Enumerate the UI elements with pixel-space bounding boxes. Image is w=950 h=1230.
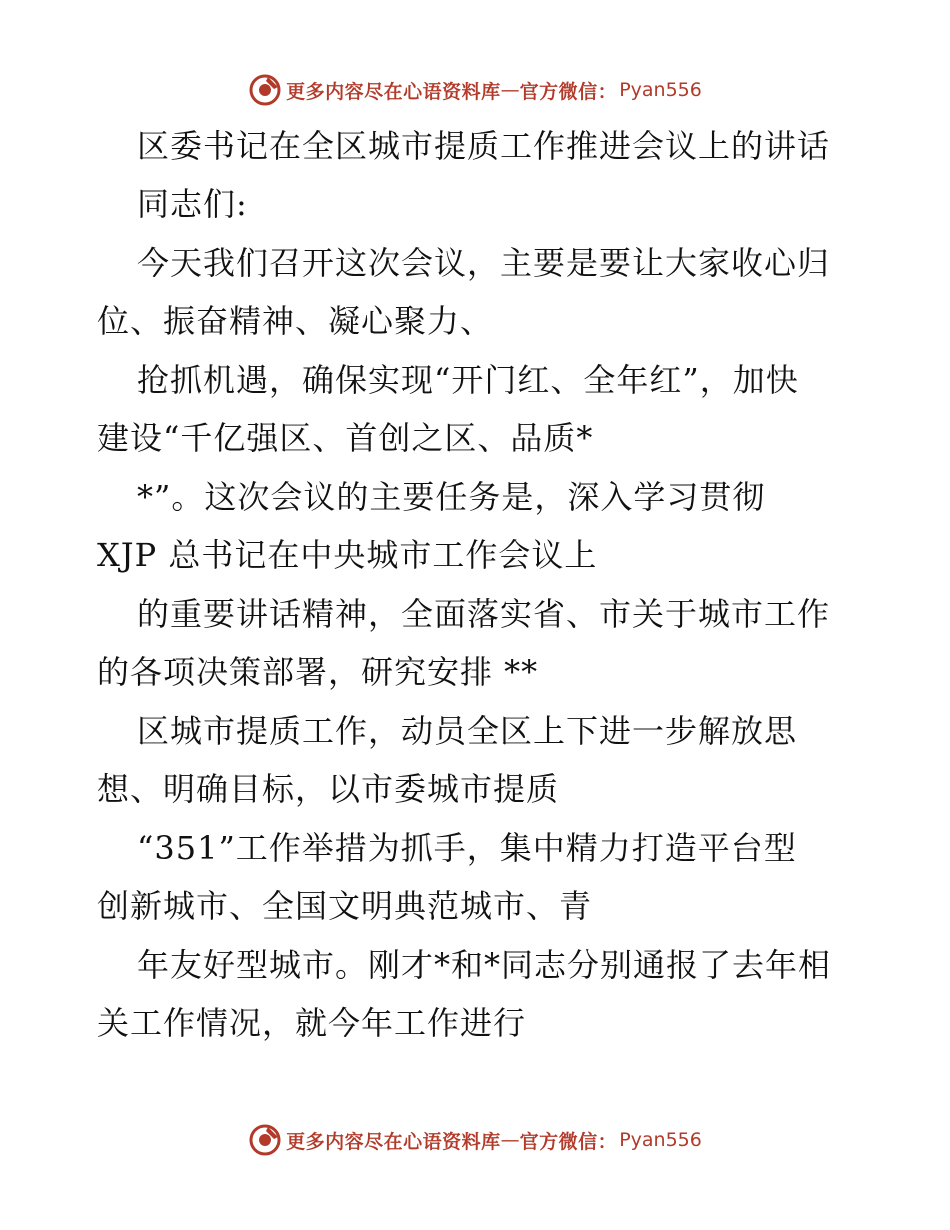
header-banner xyxy=(0,70,950,110)
document-line: 今天我们召开这次会议，主要是要让大家收心归 xyxy=(137,244,831,282)
document-line: XJP 总书记在中央城市工作会议上 xyxy=(97,536,598,574)
document-line: 的重要讲话精神，全面落实省、市关于城市工作 xyxy=(137,595,831,633)
document-line: 区城市提质工作，动员全区上下进一步解放思 xyxy=(137,712,798,750)
logo-icon xyxy=(248,73,282,107)
document-title: 区委书记在全区城市提质工作推进会议上的讲话 xyxy=(137,127,831,165)
logo-icon xyxy=(248,1123,282,1157)
footer-banner xyxy=(0,1120,950,1160)
document-line: “351”工作举措为抓手，集中精力打造平台型 xyxy=(137,829,797,867)
banner-wechat-label: 官方微信： xyxy=(519,80,618,103)
document-line: 想、明确目标，以市委城市提质 xyxy=(97,770,560,808)
banner-site-text: 更多内容尽在心语资料库 xyxy=(286,1130,501,1153)
banner-wechat-id: Pyan556 xyxy=(619,79,702,101)
banner-wechat-label: 官方微信： xyxy=(519,1130,618,1153)
document-line: 年友好型城市。刚才*和*同志分别通报了去年相 xyxy=(137,946,832,984)
document-line: 抢抓机遇，确保实现“开门红、全年红”，加快 xyxy=(137,361,799,399)
document-line: *”。这次会议的主要任务是，深入学习贯彻 xyxy=(137,478,766,516)
banner-dash: — xyxy=(500,79,520,101)
document-line: 关工作情况，就今年工作进行 xyxy=(97,1004,527,1042)
banner-dash: — xyxy=(500,1129,520,1151)
banner-wechat-id: Pyan556 xyxy=(619,1129,702,1151)
banner-site-text: 更多内容尽在心语资料库 xyxy=(286,80,501,103)
document-line: 建设“千亿强区、首创之区、品质* xyxy=(97,419,594,457)
document-line: 同志们: xyxy=(137,185,248,223)
document-line: 位、振奋精神、凝心聚力、 xyxy=(97,302,494,340)
document-line: 的各项决策部署，研究安排 ** xyxy=(97,653,539,691)
document-line: 创新城市、全国文明典范城市、青 xyxy=(97,887,593,925)
